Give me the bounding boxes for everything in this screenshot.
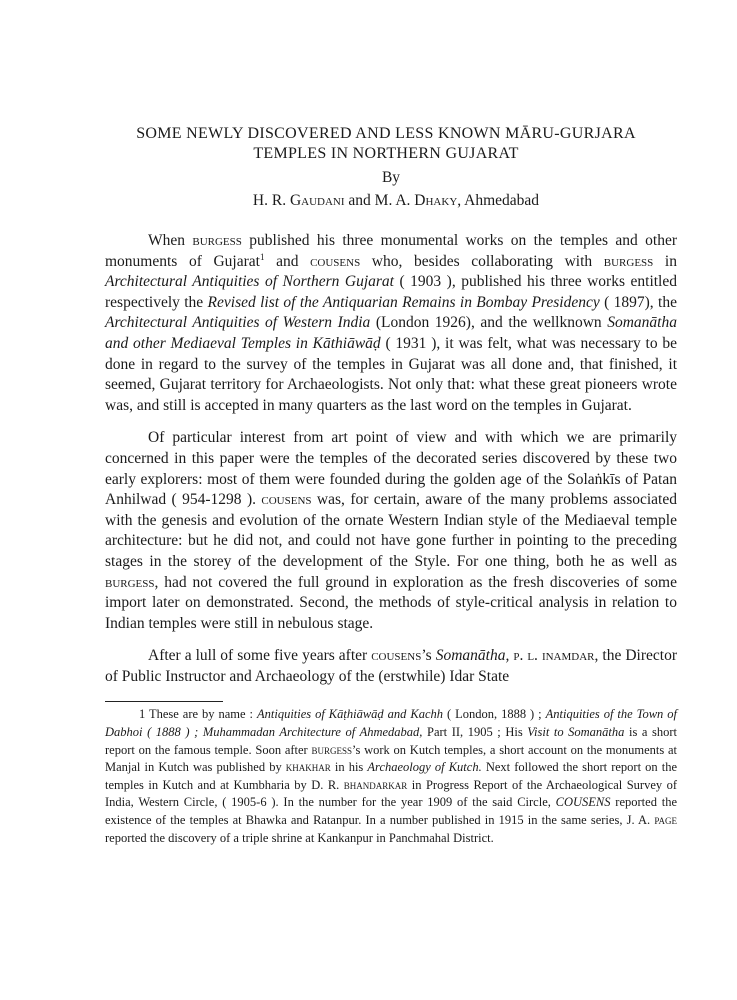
footnote-run: Antiquities of the Town of Dabhoi ( 1888 ) ; Muhammadan Architecture of Ahmedabad, <box>105 707 677 740</box>
para1-run: burgess <box>192 232 242 249</box>
footnote-run: Next followed the short report on the temples in Kutch and at Kumbharia by D. R. <box>105 760 678 792</box>
footnote-run: Part II, 1905 ; His <box>422 725 528 740</box>
para2-run: , had not covered the full ground in exploration as the fresh discoveries of some import later on demonstrated. Second, the methods of style-critical analysis in relation to Indian temples were still in nebulous stage. <box>105 573 677 632</box>
footnote-run: reported the discovery of a triple shrine at Kankanpur in Panchmahal District. <box>105 830 494 845</box>
para1-run: Somanātha and other Mediaeval Temples in Kāthiāwāḍ <box>105 314 677 352</box>
author-affiliation: , Ahmedabad <box>457 192 540 209</box>
paragraph-1 <box>105 231 677 416</box>
author-dhaky: M. A. Dhaky <box>374 192 458 209</box>
footnote-divider <box>105 701 223 702</box>
paragraph-3 <box>105 646 677 687</box>
footnote-run: bhandarkar <box>343 777 408 792</box>
para1-run: cousens <box>310 252 361 270</box>
author-gaudani: H. R. Gaudani <box>252 192 345 209</box>
para1-run: who, besides collaborating with <box>360 252 604 270</box>
para1-run: (London 1926), and the wellknown <box>370 314 608 332</box>
para3-run: , the Director of Public Instructor and Archaeology of the (erstwhile) Idar State <box>105 647 677 685</box>
author-conjunction: and <box>348 192 371 209</box>
footnote-run: in Progress Report of the Archaeological Survey of India, Western Circle, ( 1905-6 ). In the number for the year 1909 of the said Circle, <box>105 777 677 810</box>
para1-run: ( 1897), the <box>599 293 677 311</box>
para1-run: 1 <box>259 251 265 262</box>
article-title <box>95 124 677 164</box>
footnote-run: ’s work on Kutch temples, a short account on the monuments at Manjal in Kutch was published by <box>105 742 677 775</box>
para1-run: burgess <box>603 252 654 270</box>
footnote-run: burgess <box>311 742 352 757</box>
footnote-run: Visit to Somanātha <box>527 725 625 740</box>
footnote-run: is a short report on the famous temple. Soon after <box>105 725 678 757</box>
title-line-1: SOME NEWLY DISCOVERED AND LESS KNOWN MĀRU-GURJARA <box>136 125 636 142</box>
footnote-run: 1 These are by name : <box>139 707 257 722</box>
footnote-run: Archaeology of Kutch. <box>367 760 482 775</box>
para1-run: in <box>653 252 677 270</box>
title-line-2: TEMPLES IN NORTHERN GUJARAT <box>253 145 519 162</box>
footnote-run: reported the existence of the temples at Bhawka and Ratanpur. In a number published in 1915 in the same series, J. A. <box>105 795 677 828</box>
para1-run: Architectural Antiquities of Western India <box>105 314 371 332</box>
para2-run: Of particular interest from art point of view and with which we are primarily concerned in this paper were the temples of the decorated series discovered by these two early explorers: most of them were founded during the golden age of the Solaṅkīs of Patan Anhilwad ( 954-1298 ). <box>105 429 677 509</box>
author-line <box>115 191 677 211</box>
footnote-run: in his <box>330 760 368 775</box>
para2-run: burgess <box>105 573 155 591</box>
paragraph-2 <box>105 428 677 634</box>
para3-run: After a lull of some five years after <box>148 647 372 665</box>
para1-run: When <box>148 232 193 249</box>
para3-run: cousens <box>371 647 422 665</box>
para2-run: cousens <box>261 491 312 509</box>
footnote-run: ( London, 1888 ) ; <box>443 707 546 722</box>
footnote-1 <box>105 706 677 847</box>
byline-label: By <box>381 169 401 186</box>
footnote-run: COUSENS <box>555 795 611 810</box>
para1-run: Architectural Antiquities of Northern Gujarat <box>105 273 394 291</box>
para3-run: Somanātha, <box>435 647 510 665</box>
footnote-run: page <box>654 813 677 828</box>
para1-run: published his three monumental works on the temples and other monuments of Gujarat <box>105 232 678 270</box>
para1-run: ( 1931 ), it was felt, what was necessary to be done in regard to the survey of the temples in Gujarat was all done and, that finished, it seemed, Gujarat territory for Archaeologists. Not only that: what these great pioneers wrote was, and still is accepted in many quarters as the last word on the temples in Gujarat. <box>105 334 677 414</box>
para2-run: was, for certain, aware of the many problems associated with the genesis and evolution of the ornate Western Indian style of the Mediaeval temple architecture: but he did not, and could not have gone further in pointing to the preceding stages in the storey of the development of the Style. For one thing, both he as well as <box>105 491 677 570</box>
para1-run: Revised list of the Antiquarian Remains in Bombay Presidency <box>207 293 600 311</box>
para1-run: ( 1903 ), published his three works entitled respectively the <box>105 273 677 311</box>
para3-run: ’s <box>421 647 436 665</box>
footnote-run: khakhar <box>285 760 331 775</box>
footnote-run: Antiquities of Kāṭhiāwāḍ and Kachh <box>256 707 443 722</box>
para1-run: and <box>264 252 311 270</box>
para3-run: p. l. inamdar <box>513 647 595 665</box>
